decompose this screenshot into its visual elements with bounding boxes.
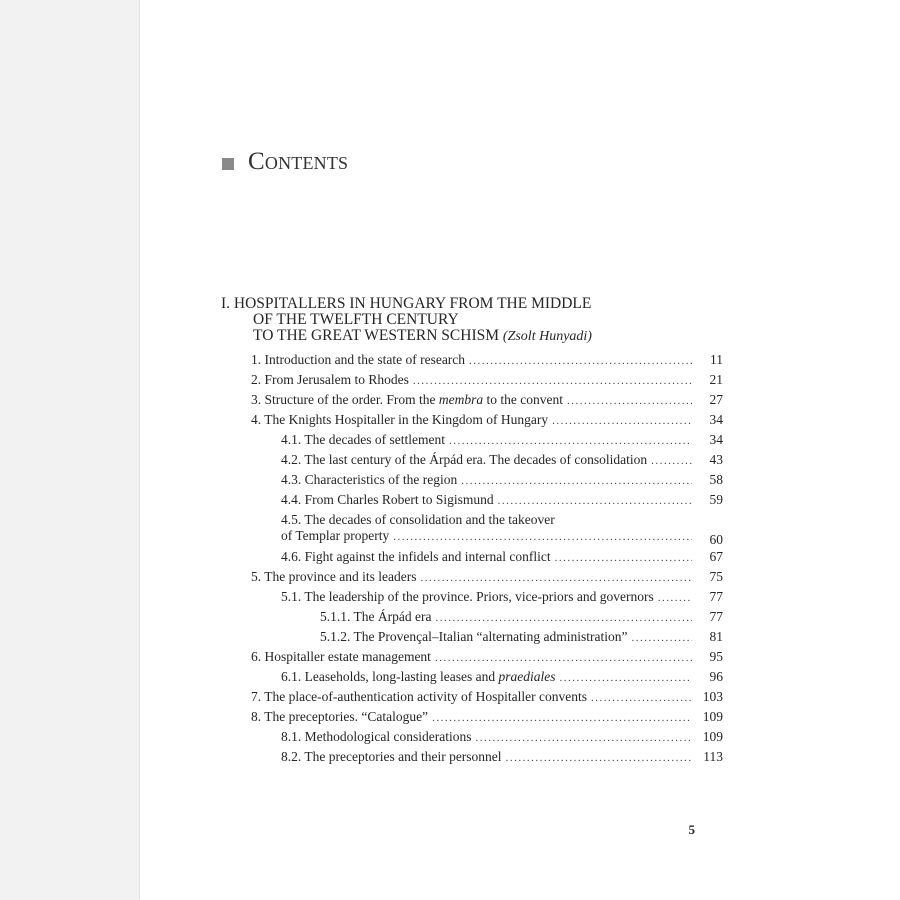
toc-entry-page: 77: [709, 589, 723, 604]
toc-entry[interactable]: [281, 747, 723, 767]
toc-entry[interactable]: [251, 350, 723, 370]
toc-entry-label: 6. Hospitaller estate management: [251, 649, 431, 664]
toc-entry-label: 8. The preceptories. “Catalogue”: [251, 709, 429, 724]
toc-entry-label: 4.1. The decades of settlement: [281, 432, 445, 447]
square-bullet-icon: [222, 158, 234, 170]
toc-entry-page: 81: [709, 629, 723, 644]
toc-entry-label: 3. Structure of the order. From the membra to the convent: [251, 392, 563, 407]
toc-entry-label: 4.3. Characteristics of the region: [281, 472, 458, 487]
toc-entry-page: 27: [709, 392, 723, 407]
toc-entry-page: 67: [709, 549, 723, 564]
contents-heading: [222, 148, 348, 176]
toc-entry[interactable]: [281, 587, 723, 607]
page-title: Contents: [248, 148, 349, 175]
leader-dots: [498, 491, 692, 511]
toc-entry[interactable]: [281, 727, 723, 747]
toc-entry[interactable]: [281, 667, 723, 687]
toc-entry[interactable]: [251, 647, 723, 667]
toc-entry-page: 60: [709, 532, 723, 547]
part-title-line-3-text: TO THE GREAT WESTERN SCHISM: [253, 327, 500, 344]
leader-dots: [555, 548, 692, 568]
toc-entry-page: 11: [710, 352, 723, 367]
leader-dots: [420, 568, 692, 588]
toc-entry-label: 5.1. The leadership of the province. Priors, vice-priors and governors: [281, 589, 654, 604]
toc-entry-label: 4.5. The decades of consolidation and the takeover of Templar property .....: [281, 512, 696, 545]
toc-entry[interactable]: [251, 687, 723, 707]
toc-entry[interactable]: [251, 370, 723, 390]
toc-entry[interactable]: [281, 490, 723, 510]
leader-dots: [632, 628, 692, 648]
leader-dots: [435, 648, 692, 668]
book-page: [139, 0, 900, 900]
toc-entry-page: 34: [709, 432, 723, 447]
leader-dots: [559, 668, 692, 688]
toc-entry-label: 8.2. The preceptories and their personnel: [281, 749, 502, 764]
leader-dots: [567, 391, 692, 411]
toc-entry-page: 43: [709, 452, 723, 467]
toc-entry-label: 2. From Jerusalem to Rhodes: [251, 372, 409, 387]
toc-entry-page: 113: [703, 749, 723, 764]
toc-entry-page: 34: [709, 412, 723, 427]
leader-dots: [475, 728, 692, 748]
toc-entry-label: 4. The Knights Hospitaller in the Kingdom of Hungary: [251, 412, 549, 427]
toc-entry-page: 21: [709, 372, 723, 387]
toc-entry[interactable]: [251, 410, 723, 430]
toc-entry[interactable]: [251, 707, 723, 727]
leader-dots: [393, 529, 692, 545]
toc-entry[interactable]: [251, 567, 723, 587]
part-title-line-1: I. HOSPITALLERS IN HUNGARY FROM THE MIDDLE: [221, 295, 592, 312]
leader-dots: [591, 688, 692, 708]
part-author: (Zsolt Hunyadi): [502, 329, 592, 344]
page-number: 5: [688, 822, 695, 837]
toc-entry-page: 109: [702, 709, 723, 724]
toc-entry-page: 77: [709, 609, 723, 624]
toc-entry-page: 58: [709, 472, 723, 487]
leader-dots: [413, 371, 692, 391]
leader-dots: [552, 411, 692, 431]
toc-entry[interactable]: [320, 627, 723, 647]
leader-dots: [449, 431, 692, 451]
leader-dots: [432, 708, 692, 728]
toc-entry-page: 75: [709, 569, 723, 584]
toc-entry-page: 95: [709, 649, 723, 664]
toc-entry-label: 4.4. From Charles Robert to Sigismund: [281, 492, 494, 507]
toc-entry-label: 5.1.1. The Árpád era: [320, 609, 432, 624]
toc-entry[interactable]: [281, 450, 723, 470]
part-title-line-2: OF THE TWELFTH CENTURY: [253, 311, 459, 328]
leader-dots: [435, 608, 692, 628]
toc-entry-page: 103: [702, 689, 723, 704]
toc-entry-label: 5.1.2. The Provençal–Italian “alternating administration”: [320, 629, 628, 644]
part-title: [221, 296, 701, 345]
toc-entry-page: 96: [709, 669, 723, 684]
leader-dots: [461, 471, 692, 491]
toc-entry-page: 109: [702, 729, 723, 744]
part-title-line-3: [221, 328, 701, 345]
leader-dots: [651, 451, 692, 471]
toc-entry[interactable]: [281, 430, 723, 450]
toc-entry-label: 5. The province and its leaders: [251, 569, 417, 584]
toc-entry-label: 4.2. The last century of the Árpád era. The decades of consolidation: [281, 452, 648, 467]
toc-entry[interactable]: [281, 547, 723, 567]
toc-entry[interactable]: [251, 390, 723, 410]
toc-entry-page: 59: [709, 492, 723, 507]
leader-dots: [658, 588, 692, 608]
leader-dots: [506, 748, 692, 768]
toc-entry-label: 4.6. Fight against the infidels and internal conflict: [281, 549, 551, 564]
toc-entry-label: 6.1. Leaseholds, long-lasting leases and praediales: [281, 669, 556, 684]
leader-dots: [469, 351, 692, 371]
toc-entry[interactable]: [281, 470, 723, 490]
toc-entry-label: 8.1. Methodological considerations: [281, 729, 472, 744]
toc-entry[interactable]: [320, 607, 723, 627]
toc-entry-label: 1. Introduction and the state of research: [251, 352, 466, 367]
toc-entry-label: 7. The place-of-authentication activity of Hospitaller convents: [251, 689, 588, 704]
toc-entry[interactable]: [281, 512, 723, 548]
